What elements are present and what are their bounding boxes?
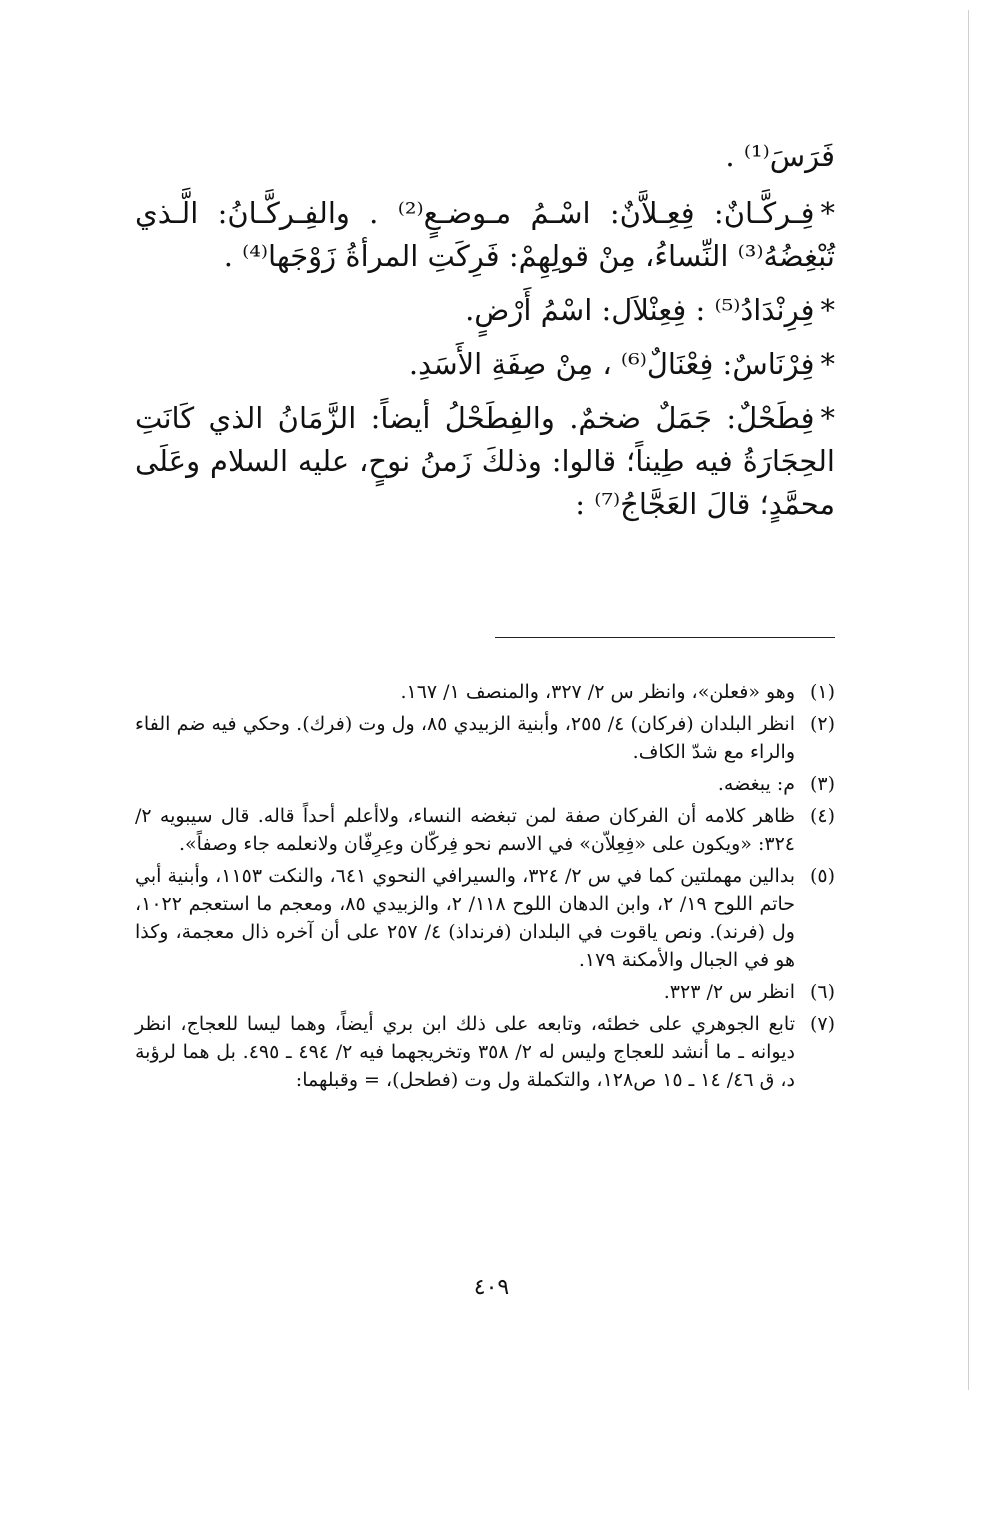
footnote-number: (٧) (809, 1013, 835, 1035)
main-text (135, 135, 835, 537)
footnote (135, 678, 835, 706)
entry-text: فَرَسَ⁽¹⁾ . (725, 139, 835, 173)
entry-continuation (135, 135, 835, 178)
entry-text: فِرْنَاسٌ: فِعْنَالٌ⁽⁶⁾ ، مِنْ صِفَةِ الأَسَدِ. (408, 347, 815, 381)
entry-star: * (820, 196, 835, 230)
entry-star: * (820, 401, 835, 435)
footnote (135, 770, 835, 798)
footnote (135, 978, 835, 1006)
footnote-number: (٦) (809, 981, 835, 1003)
footnote-text: تابع الجوهري على خطئه، وتابعه على ذلك ابن بري أيضاً، وهما ليسا للعجاج، انظر ديوانه ـ ما أنشد للعجاج وليس له ٢/ ٣٥٨ وتخريجهما فيه ٢/ ٤٩٤ ـ ٤٩٥. بل هما لرؤبة د، ق ٤٦/ ١٤ ـ ١٥ ص١٢٨، والتكملة ول وت (فطحل)، = وقبلهما: (135, 1013, 795, 1091)
footnote-text: انظر س ٢/ ٣٢٣. (663, 981, 795, 1003)
footnote (135, 862, 835, 974)
footnote-number: (٣) (809, 773, 835, 795)
footnote-number: (٢) (809, 713, 835, 735)
footnote-number: (١) (809, 681, 835, 703)
footnote (135, 802, 835, 858)
footnotes (135, 678, 835, 1098)
footnote-number: (٤) (809, 805, 835, 827)
footnote-text: بدالين مهملتين كما في س ٢/ ٣٢٤، والسيرافي النحوي ٦٤١، والنكت ١١٥٣، وأبنية أبي حاتم اللوح ١٩/ ٢، وابن الدهان اللوح ١١٨/ ٢، والزبيدي ٨٥، ومعجم ما استعجم ١٠٢٢، ول (فرند). ونص ياقوت في البلدان (فرنداذ) ٤/ ٢٥٧ على أن آخره ذال معجمة، وكذا هو في الجبال والأمكنة ١٧٩. (135, 865, 795, 971)
entry-star: * (820, 293, 835, 327)
page-number: ٤٠٩ (473, 1275, 510, 1300)
entry-text: فِطَحْلٌ: جَمَلٌ ضخمٌ. والفِطَحْلُ أيضاً: الزَّمَانُ الذي كَانَتِ الحِجَارَةُ فيه طِيناً؛ قالوا: وذلكَ زَمنُ نوحٍ، عليه السلام وعَلَى محمَّدٍ؛ قالَ العَجَّاجُ⁽⁷⁾ : (135, 401, 835, 521)
footnote-text: وهو «فعلن»، وانظر س ٢/ ٣٢٧، والمنصف ١/ ١٦٧. (400, 681, 795, 703)
entry-star: * (820, 347, 835, 381)
footnote (135, 1010, 835, 1094)
entry-firindad (135, 289, 835, 332)
entry-firnas (135, 343, 835, 386)
footnote-divider (495, 637, 835, 638)
entry-firkan (135, 192, 835, 278)
footnote-number: (٥) (809, 865, 835, 887)
entry-text: فِرِنْدَادُ⁽⁵⁾ : فِعِنْلاَل: اسْمُ أَرْضٍ. (465, 293, 815, 327)
page-edge-line (968, 10, 969, 1390)
footnote (135, 710, 835, 766)
entry-fitahl (135, 397, 835, 526)
footnote-text: انظر البلدان (فركان) ٤/ ٢٥٥، وأبنية الزبيدي ٨٥، ول وت (فرك). وحكي فيه ضم الفاء والراء مع شدّ الكاف. (135, 713, 795, 763)
footnote-text: ظاهر كلامه أن الفركان صفة لمن تبغضه النساء، ولاأعلم أحداً قاله. قال سيبويه ٢/ ٣٢٤: «ويكون على «فِعِلاّن» في الاسم نحو فِركّان وعِرِفّان ولانعلمه جاء وصفاً». (135, 805, 795, 855)
footnote-text: م: يبغضه. (717, 773, 795, 795)
entry-text: فِـركَّـانٌ: فِعِـلاَّنٌ: اسْـمُ مـوضـعٍ⁽²⁾ . والفِـركَّـانُ: الَّـذي تُبْغِضُهُ⁽³⁾ النِّساءُ، مِنْ قولِهِمْ: فَرِكَتِ المرأةُ زَوْجَها⁽⁴⁾ . (135, 196, 835, 273)
